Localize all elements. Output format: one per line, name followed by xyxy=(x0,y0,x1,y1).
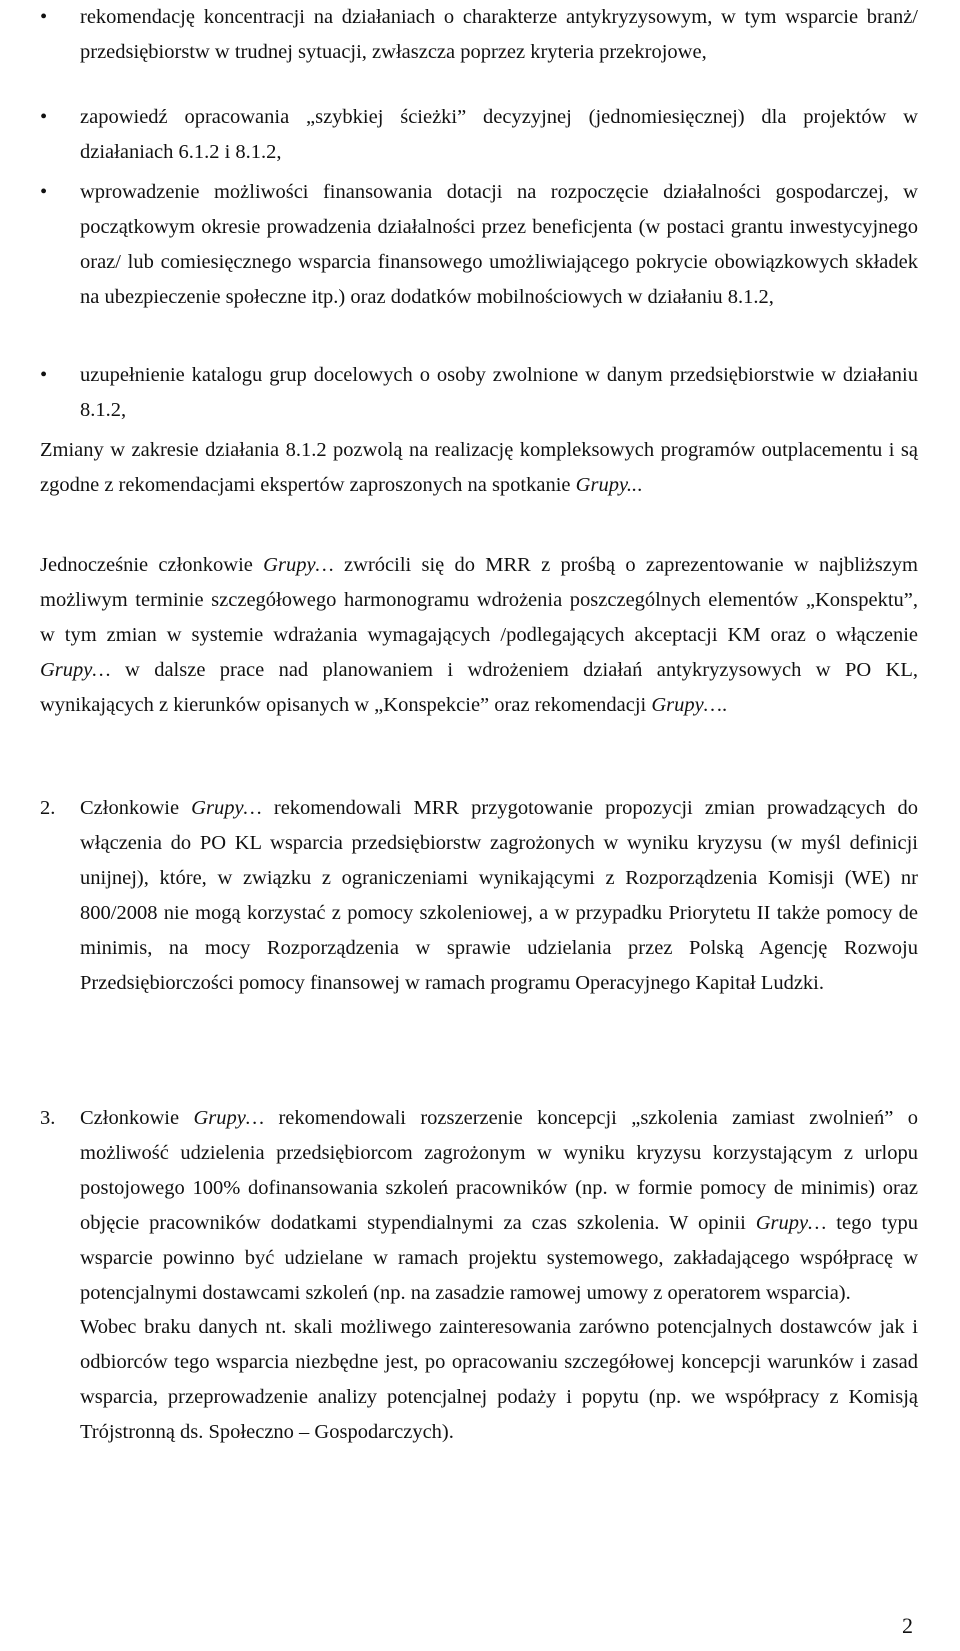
bullet-item xyxy=(40,175,918,315)
bullet-symbol: • xyxy=(40,364,48,386)
bullet-symbol: • xyxy=(40,6,48,28)
text-run: Członkowie xyxy=(80,1107,194,1129)
item-followup-text: Wobec braku danych nt. skali możliwego zainteresowania zarówno potencjalnych dostawców jak i odbiorców tego wsparcia niezbędne jest, po opracowaniu szczegółowej koncepcji warunków i zasad wsparcia, przeprowadzenie analizy potencjalnej podaży i popytu (np. we współpracy z Komisją Trójstronną ds. Społeczno – Gospodarczych). xyxy=(80,1316,918,1444)
text-run: Zmiany w zakresie działania 8.1.2 pozwolą na realizację kompleksowych programów outplacementu i są zgodne z rekomendacjami ekspertów zaproszonych na spotkanie xyxy=(40,439,918,496)
page-number: 2 xyxy=(902,1613,913,1638)
text-run: tego typu wsparcie powinno być udzielane w ramach projektu systemowego, zakładającego współpracę w potencjalnymi dostawcami szkoleń (np. na zasadzie ramowej umowy z operatorem wsparcia). xyxy=(80,1211,918,1304)
bullet-symbol: • xyxy=(40,181,48,203)
text-run: w dalsze prace nad planowaniem i wdrożeniem działań antykryzysowych w PO KL, wynikających z kierunków opisanych w „Konspekcie” oraz rekomendacji xyxy=(40,658,918,716)
group-name-italic: Grupy… xyxy=(755,1211,827,1234)
text-run: zwrócili się do MRR z prośbą o zaprezentowanie w najbliższym możliwym terminie szczegółowego harmonogramu wdrożenia poszczególnych elementów „Konspektu”, w tym zmian w systemie wdrażania wymagających /podlegających akceptacji KM oraz o włączenie xyxy=(40,554,919,646)
group-name-italic: Grupy… xyxy=(193,1107,265,1129)
bullet-item xyxy=(40,0,918,70)
paragraph-text xyxy=(40,548,918,723)
paragraph-jednoczesnie xyxy=(40,548,918,723)
numbered-item-3 xyxy=(40,1101,918,1450)
text-run: . xyxy=(637,473,643,496)
item-text xyxy=(80,1101,918,1310)
numbered-item-2 xyxy=(40,791,918,1000)
group-name-italic: Grupy… xyxy=(651,693,722,716)
item-number: 2. xyxy=(40,797,56,819)
bullet-text: wprowadzenie możliwości finansowania dotacji na rozpoczęcie działalności gospodarczej, w początkowym okresie prowadzenia działalności przez beneficjenta (w postaci grantu inwestycyjnego oraz/ lub comiesięcznego wsparcia finansowego umożliwiającego pokrycie obowiązkowych składek na ubezpieczenie społeczne itp.) oraz dodatków mobilnościowych w działaniu 8.1.2, xyxy=(80,181,918,308)
item-number: 3. xyxy=(40,1107,56,1129)
group-name-italic: Grupy.. xyxy=(575,473,638,496)
text-run: Jednocześnie członkowie xyxy=(40,554,264,576)
bullet-text: zapowiedź opracowania „szybkiej ścieżki” decyzyjnej (jednomiesięcznej) dla projektów w działaniach 6.1.2 i 8.1.2, xyxy=(80,106,918,163)
text-run: Członkowie xyxy=(80,797,192,819)
bullet-symbol: • xyxy=(40,106,48,128)
bullet-text: rekomendację koncentracji na działaniach o charakterze antykryzysowym, w tym wsparcie branż/ przedsiębiorstw w trudnej sytuacji, zwłaszcza poprzez kryteria przekrojowe, xyxy=(80,6,918,63)
paragraph-zmiany xyxy=(40,433,918,503)
bullet-item xyxy=(40,358,918,428)
bullet-item xyxy=(40,100,918,170)
group-name-italic: Grupy… xyxy=(191,797,262,819)
group-name-italic: Grupy… xyxy=(40,658,111,681)
bullet-text: uzupełnienie katalogu grup docelowych o osoby zwolnione w danym przedsiębiorstwie w działaniu 8.1.2, xyxy=(80,364,918,421)
text-run: . xyxy=(721,693,728,716)
item-text xyxy=(80,791,918,1000)
text-run: rekomendowali rozszerzenie koncepcji „szkolenia zamiast zwolnień” o możliwość udzielenia przedsiębiorcom zagrożonym w wyniku kryzysu korzystającym z urlopu postojowego 100% dofinansowania szkoleń pracowników (np. w formie pomocy de minimis) oraz objęcie pracowników dodatkami stypendialnymi za czas szkolenia. W opinii xyxy=(80,1107,918,1234)
paragraph-text xyxy=(40,433,918,503)
text-run: rekomendowali MRR przygotowanie propozycji zmian prowadzących do włączenia do PO KL wsparcia przedsiębiorstw zagrożonych w wyniku kryzysu (w myśl definicji unijnej), które, w związku z ograniczeniami wynikającymi z Rozporządzenia Komisji (WE) nr 800/2008 nie mogą korzystać z pomocy szkoleniowej, a w przypadku Priorytetu II także pomocy de minimis, na mocy Rozporządzenia w sprawie udzielania przez Polską Agencję Rozwoju Przedsiębiorczości pomocy finansowej w ramach programu Operacyjnego Kapitał Ludzki. xyxy=(80,797,918,994)
group-name-italic: Grupy… xyxy=(263,554,334,576)
